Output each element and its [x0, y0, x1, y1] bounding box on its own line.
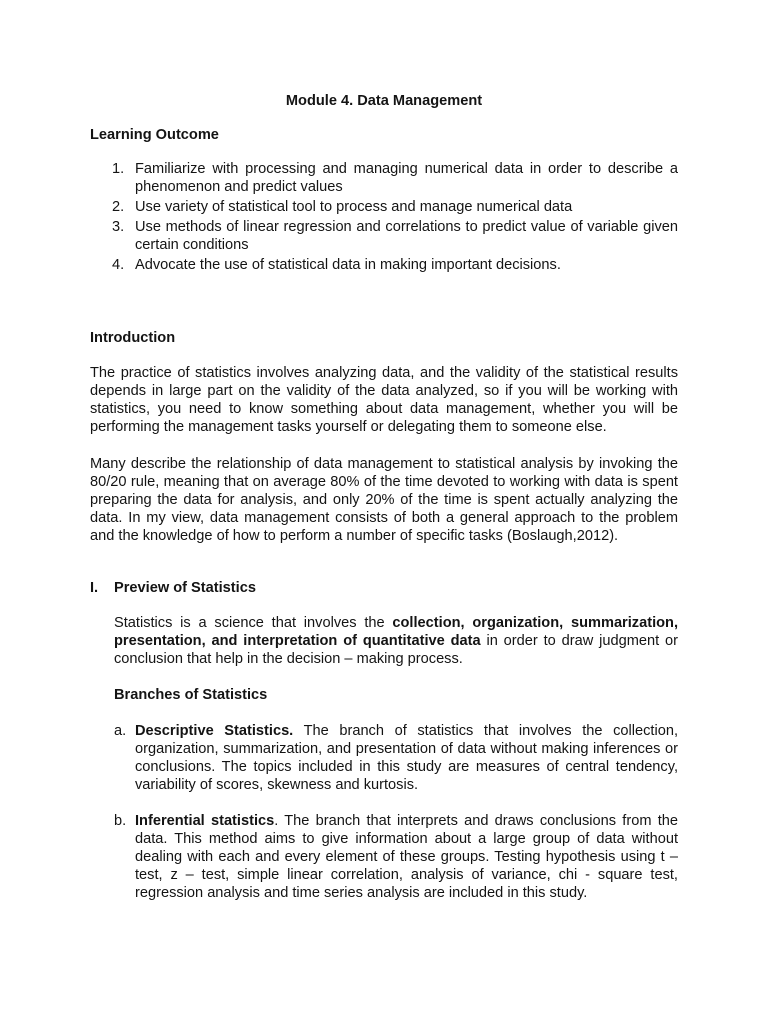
- list-item-number: 2.: [112, 198, 125, 215]
- list-item: [90, 218, 678, 254]
- statistics-definition: [114, 614, 678, 668]
- branch-body: [135, 812, 678, 902]
- list-item: [90, 198, 678, 216]
- introduction-paragraph-1: The practice of statistics involves analyzing data, and the validity of the statistical results depends in large part on the validity of the data analyzed, so if you will be working with statistics, you need to know something about data management, whether you will be performing the management tasks yourself or delegating them to someone else.: [90, 365, 678, 435]
- list-item-text: Advocate the use of statistical data in making important decisions.: [135, 256, 561, 273]
- list-item-number: 4.: [112, 256, 125, 273]
- learning-outcome-heading: Learning Outcome: [90, 127, 219, 143]
- branch-letter: a.: [114, 723, 127, 739]
- branch-item-descriptive: [114, 722, 678, 794]
- introduction-heading: Introduction: [90, 330, 176, 346]
- branches-heading: Branches of Statistics: [114, 687, 268, 703]
- preview-heading: Preview of Statistics: [114, 580, 256, 596]
- module-title: Module 4. Data Management: [285, 93, 483, 109]
- list-item-text: Familiarize with processing and managing numerical data in order to describe a phenomenon and predict values: [135, 161, 678, 195]
- branch-item-inferential: [114, 812, 678, 902]
- definition-tail: in order to draw judgment or conclusion that help in the decision – making process.: [114, 633, 678, 667]
- definition-lead: Statistics is a science that involves the: [114, 615, 393, 631]
- list-item-text: Use methods of linear regression and correlations to predict value of variable given certain conditions: [135, 218, 678, 253]
- branch-text: . The branch that interprets and draws conclusions from the data. This method aims to give information about a large group of data without dealing with each and every element of these groups. Testing hypothesis using t – test, z – test, simple linear correlation, analysis of variance, chi - square test, regression analysis and time series analysis are included in this study.: [135, 813, 679, 901]
- branch-body: [135, 722, 678, 794]
- branch-text: The branch of statistics that involves the collection, organization, summarization, and presentation of data without making inferences or conclusions. The topics included in this study are measures of central tendency, variability of scores, skewness and kurtosis.: [135, 723, 678, 793]
- learning-outcome-list: [90, 160, 678, 276]
- introduction-paragraph-2: Many describe the relationship of data management to statistical analysis by invoking the 80/20 rule, meaning that on average 80% of the time devoted to working with data is spent preparing the data for analysis, and only 20% of the time is spent actually analyzing the data. In my view, data management consists of both a general approach to the problem and the knowledge of how to perform a number of specific tasks (Boslaugh,2012).: [90, 456, 678, 544]
- section-numeral: I.: [90, 580, 99, 596]
- list-item: [90, 256, 678, 274]
- list-item-number: 1.: [112, 161, 125, 177]
- list-item: [90, 160, 678, 196]
- list-item-number: 3.: [112, 218, 125, 235]
- branch-term: Descriptive Statistics.: [135, 723, 294, 739]
- branch-letter: b.: [114, 813, 127, 829]
- list-item-text: Use variety of statistical tool to process and manage numerical data: [135, 198, 573, 215]
- definition-emphasis: collection, organization, summarization, presentation, and interpretation of quantitative data: [114, 615, 679, 649]
- branch-term: Inferential statistics: [135, 813, 275, 829]
